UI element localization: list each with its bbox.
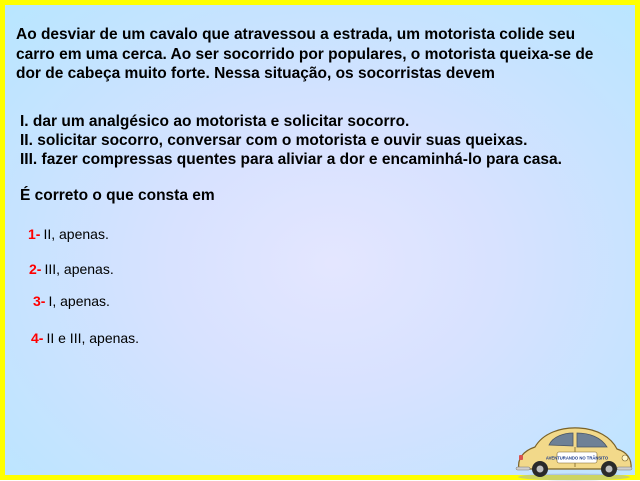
option-number: 4-	[31, 330, 44, 346]
option-text: I, apenas.	[48, 293, 110, 309]
option-1[interactable]	[28, 226, 109, 242]
option-4[interactable]	[31, 330, 139, 346]
car-logo	[513, 425, 635, 481]
option-3[interactable]	[33, 293, 110, 309]
option-number: 2-	[29, 261, 42, 277]
statement-i: I. dar um analgésico ao motorista e solicitar socorro.	[20, 113, 410, 130]
statements-list	[20, 112, 620, 169]
option-text: II e III, apenas.	[46, 330, 140, 346]
option-text: II, apenas.	[43, 226, 109, 242]
statement-ii: II. solicitar socorro, conversar com o motorista e ouvir suas queixas.	[20, 132, 528, 149]
question-text	[16, 25, 616, 84]
option-2[interactable]	[29, 261, 114, 277]
question-line: carro em uma cerca. Ao ser socorrido por populares, o motorista queixa-se de	[16, 45, 594, 63]
answer-prompt: É correto o que consta em	[20, 187, 215, 204]
question-line: dor de cabeça muito forte. Nessa situação, os socorristas devem	[16, 65, 495, 82]
option-text: III, apenas.	[44, 261, 114, 277]
statement-iii: III. fazer compressas quentes para aliviar a dor e encaminhá-lo para casa.	[20, 151, 562, 168]
question-line: Ao desviar de um cavalo que atravessou a estrada, um motorista colide seu	[16, 26, 576, 43]
option-number: 1-	[28, 226, 41, 242]
car-logo-text: AVENTURANDO NO TRÂNSITO	[545, 455, 609, 461]
option-number: 3-	[33, 293, 46, 309]
